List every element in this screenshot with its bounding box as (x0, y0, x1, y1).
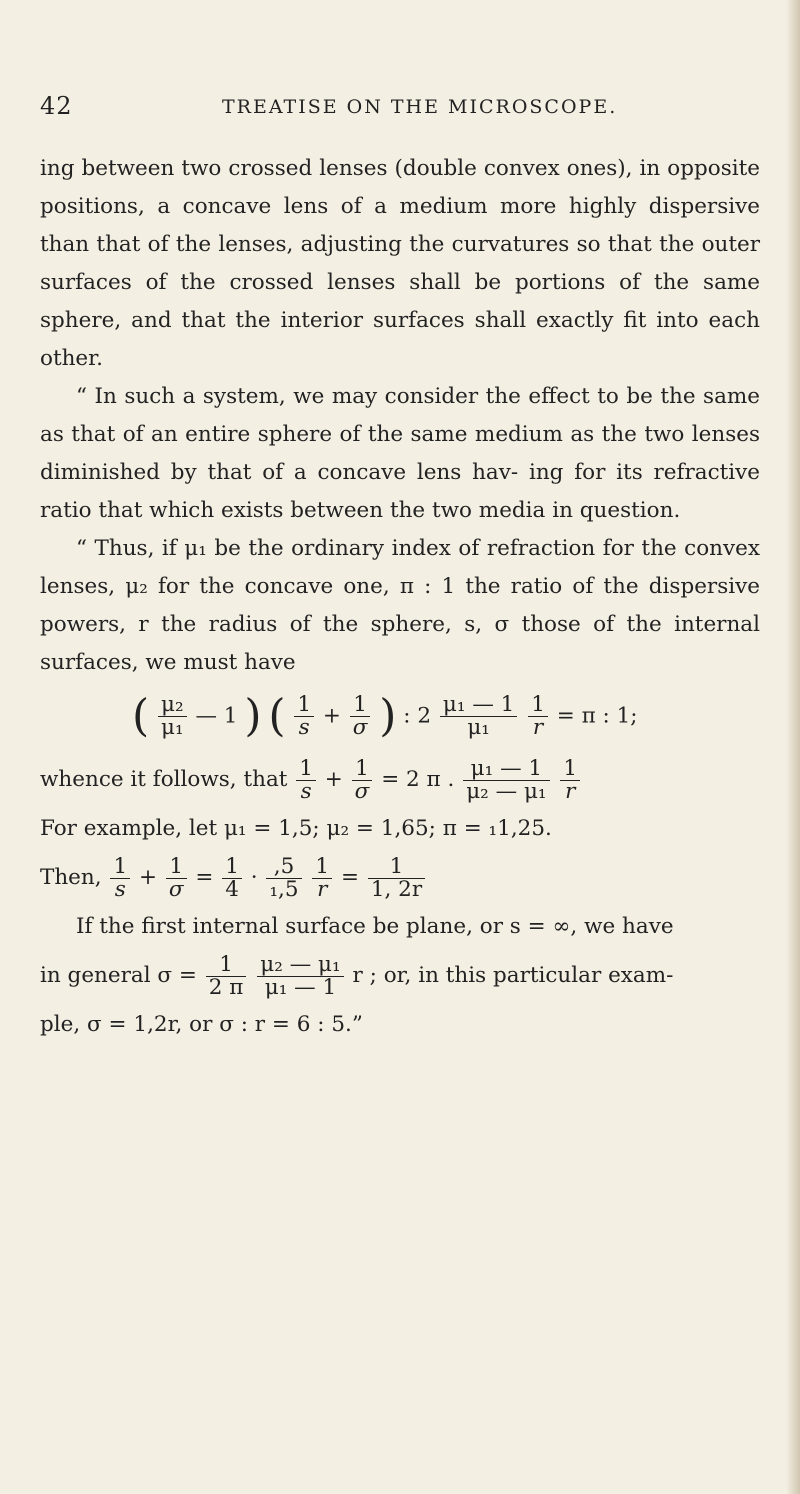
paragraph-3: “ Thus, if μ₁ be the ordinary index of refraction for the convex lenses, μ₂ for the concave one, π : 1 the ratio of the dispersive powers, r the radius of the sphere, s, σ those of the internal surfaces, we must have (40, 536, 760, 675)
page-header (40, 92, 740, 132)
fraction-1-r: $\frac{1}{r}$ (528, 694, 548, 739)
paren-open: ( (132, 690, 150, 742)
paragraph-1: ing between two crossed lenses (double convex ones), in opposite positions, a concave lens of a medium more highly dispersive than that of the lenses, adjusting the curvatures so that the outer surfaces of the crossed lenses shall be portions of the same sphere, and that the interior surfaces shall exactly fit into each other. (40, 156, 760, 371)
equation-2: whence it follows, that $\frac{1}{s}$ + $\frac{1}{\sigma}$ = 2 π . $\frac{\text{μ₁ — 1}}{\text{μ₂ — μ₁}}$ $\frac{1}{r}$ (40, 756, 760, 804)
page-body (40, 150, 760, 1044)
paragraph-2: “ In such a system, we may consider the effect to be the same as that of an entire sphere of the same medium as the two lenses diminished by that of a concave lens hav- ing for its refractive ratio that which exists between the two media in question. (40, 384, 760, 523)
fraction-1-s: $\frac{1}{s}$ (294, 694, 314, 739)
page-edge-shadow (786, 0, 800, 1494)
example-line: For example, let μ₁ = 1,5; μ₂ = 1,65; π = ₁1,25. (40, 816, 552, 841)
fraction-1-sigma: $\frac{1}{\sigma}$ (350, 694, 371, 739)
plane-line: If the first internal surface be plane, or s = ∞, we have (76, 914, 674, 939)
equation-3: Then, $\frac{1}{s}$ + $\frac{1}{\sigma}$ = $\frac{1}{4}$ · $\frac{,5}{\text{₁,5}}$ $\frac{1}{r}$ = $\frac{1}{1, 2r}$ (40, 854, 760, 902)
last-line: ple, σ = 1,2r, or σ : r = 6 : 5.” (40, 1012, 363, 1037)
fraction-mu1m1-mu1: $\frac{\text{μ₁ — 1}}{\text{μ₁}}$ (440, 694, 517, 739)
equation-1: ( $\frac{\text{μ₂}}{\text{μ₁}}$ — 1 ) ( $\frac{1}{s}$ + $\frac{1}{\sigma}$ ) : 2 $\frac{\text{μ₁ — 1}}{\text{μ₁}}$ $\frac{1}{r}$ = π : 1; (132, 690, 638, 742)
running-title: TREATISE ON THE MICROSCOPE. (222, 96, 618, 118)
page-number: 42 (40, 92, 73, 120)
fraction-mu2-mu1: $\frac{\text{μ₂}}{\text{μ₁}}$ (158, 694, 187, 739)
equation-4: in general σ = $\frac{1}{2 \pi}$ $\frac{\text{μ₂ — μ₁}}{\text{μ₁ — 1}}$ r ; or, in this particular exam- (40, 951, 674, 1000)
